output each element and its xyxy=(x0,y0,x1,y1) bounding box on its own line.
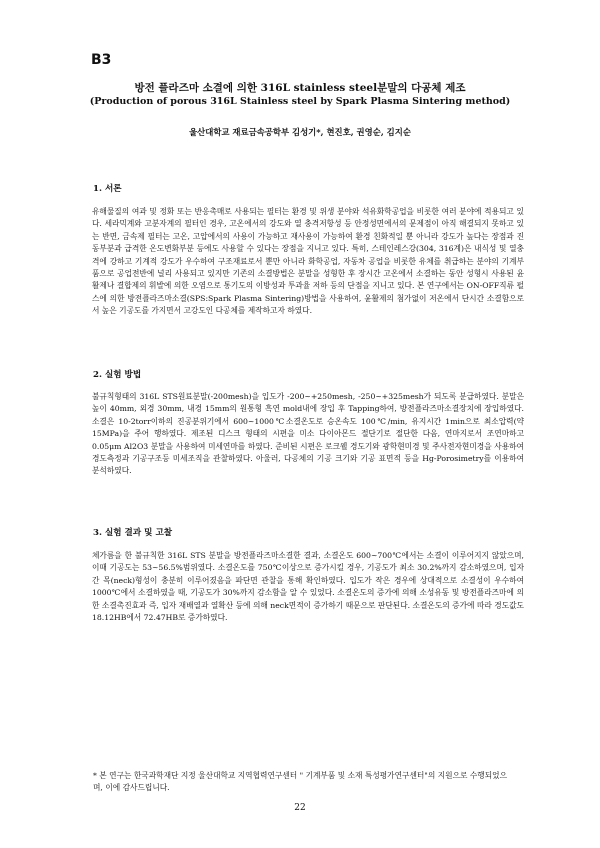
abstract-code: B3 xyxy=(91,52,112,68)
section-heading-results: 3. 실험 결과 및 고찰 xyxy=(93,528,173,538)
author-line: 울산대학교 재료금속공학부 김성기*, 현진호, 권영순, 김지순 xyxy=(189,127,411,137)
section-body-introduction: 유해물질의 여과 및 정화 또는 반응촉매로 사용되는 필터는 환경 및 위생 분야와 석유화학공업을 비롯한 여러 분야에 적용되고 있다. 세라믹계와 고분자계의 필터인 경우, 고온에서의 강도와 열 충격저항성 등 안정성면에서의 문제점이 아직 해결되지 못하고 있는 반면, 금속제 필터는 고온, 고압에서의 사용이 가능하고 재사용이 가능하여 환경 친화적일 뿐 아니라 강도가 높다는 장점과 진동부분과 급격한 온도변화부분 등에도 사용할 수 있다는 장점을 지니고 있다. 특히, 스테인레스강(304, 316계)은 내식성 및 열충격에 강하고 기계적 강도가 우수하여 구조재료로서 뿐만 아니라 화학공업, 자동차 공업을 비롯한 유체를 취급하는 분야의 기계부품으로 공업전반에 널리 사용되고 있지만 기존의 소결방법은 분말을 성형한 후 장시간 고온에서 소결하는 동안 성형시 사용된 윤활제나 결합제의 휘발에 의한 오염으로 통기도의 이방성과 투과율 저하 등의 단점을 지니고 있다. 본 연구에서는 ON-OFF직류 펄스에 의한 방전플라즈마소결(SPS:Spark Plasma Sintering)방법을 사용하여, 윤활제의 첨가없이 저온에서 단시간 소결함으로서 높은 기공도를 가지면서 고강도인 다공체를 제작하고자 하였다. xyxy=(92,207,524,316)
section-heading-introduction: 1. 서론 xyxy=(93,184,122,194)
section-body-methods: 불규칙형태의 316L STS원료분말(-200mesh)을 입도가 -200~+250mesh, -250~+325mesh가 되도록 분급하였다. 분말은 높이 40mm, 외경 30mm, 내경 15mm의 원통형 흑연 mold내에 장입 후 Tapping하여, 방전플라즈마소결장치에 장입하였다. 소결은 10-2torr이하의 진공분위기에서 600~1000℃소결온도로 승온속도 100℃/min, 유지시간 1min으로 최소압력(약 15MPa)을 주어 행하였다. 제조된 디스크 형태의 시편을 미소 다이아몬드 절단기로 절단한 다음, 연마지로서 조연마하고 0.05μm Al2O3 분말을 사용하여 미세연마를 하였다. 준비된 시편은 로크웰 경도기와 광학현미경 및 주사전자현미경을 사용하여 경도측정과 기공구조등 미세조직을 관찰하였다. 아울러, 다공체의 기공 크기와 기공 표면적 등을 Hg-Porosimetry를 이용하여 분석하였다. xyxy=(92,392,524,476)
title-english: (Production of porous 316L Stainless steel by Spark Plasma Sintering method) xyxy=(89,96,511,107)
page-number: 22 xyxy=(294,803,306,813)
section-heading-methods: 2. 실험 방법 xyxy=(93,370,142,380)
title-korean: 방전 플라즈마 소결에 의한 316L stainless steel분말의 다공체 제조 xyxy=(134,82,466,94)
acknowledgement-note: * 본 연구는 한국과학재단 지정 울산대학교 지역협력연구센터 " 기계부품 및 소재 특성평가연구센터"의 지원으로 수행되었으며, 이에 감사드립니다. xyxy=(93,771,507,792)
section-body-results: 체가름을 한 불규칙한 316L STS 분말을 방전플라즈마소결한 결과, 소결온도 600~700℃에서는 소결이 이루어지지 않았으며, 이때 기공도는 53~56.5%범위였다. 소결온도를 750℃이상으로 증가시킬 경우, 기공도가 최소 30.2%까지 감소하였으며, 입자간 목(neck)형성이 충분히 이루어졌음을 파단면 관찰을 통해 확인하였다. 입도가 작은 경우에 상대적으로 소결성이 우수하여 1000℃에서 소결하였을 때, 기공도가 30%까지 감소함을 알 수 있었다. 소결온도의 증가에 의해 소성유동 및 방전플라즈마에 의한 소결촉진효과 즉, 입자 재배열과 열확산 등에 의해 neck면적이 증가하기 때문으로 판단된다. 소결온도의 증가에 따라 경도값도 18.12HB에서 72.47HB로 증가하였다. xyxy=(92,551,524,623)
